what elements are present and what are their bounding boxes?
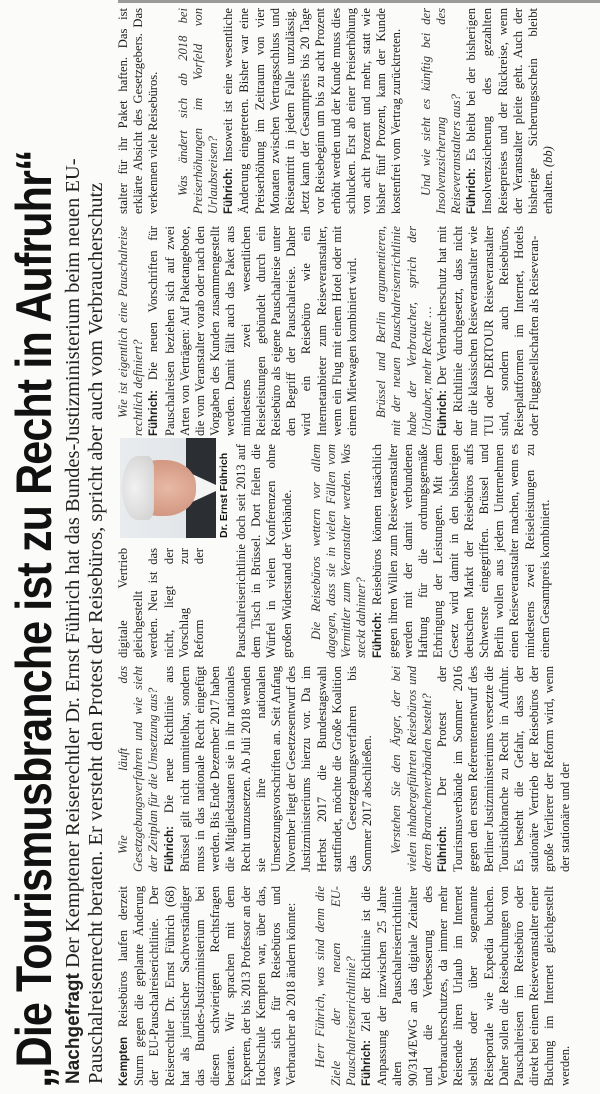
kicker-label: Nachgefragt [63,973,84,1084]
speaker-label: Führich: [437,826,450,872]
subheadline [62,4,108,1084]
author-signature: (bb) [541,146,556,171]
interview-question: Brüssel und Berlin argumentieren, mit der neuen Pauschalreisenrichtlinie habe der Verbraucher, sprich der Urlauber, mehr Rechte … [374,226,434,436]
interview-answer: Führich: Der Verbraucherschutz hat mit der Richtlinie durchgesetzt, dass nicht nur die klassischen Reiseveranstalter wie TUI oder DERTOUR Reiseveranstalter sind, sondern auch Reisebüros, Reiseplattformen im Internet, Hotels oder Fluggesellschaften als Reiseveran- [435,226,542,436]
dateline: Kempten [118,1036,130,1086]
interview-question: Die Reisebüros wettern vor allem dagegen, dass sie in vielen Fällen vom Vermittler zum Veranstalter werden. Was steckt dahinter? [308,444,369,658]
article-column-1 [116,886,596,1086]
speaker-label: Führich: [148,390,161,436]
portrait-photo [120,438,216,538]
interview-question: Was ändert sich ab 2018 bei Preiserhöhungen im Vorfeld von Urlaubsreisen? [175,8,221,214]
speaker-label: Führich: [437,390,450,436]
interview-question: Herr Führich, was sind denn die Ziele der neuen EU-Pauschalreisenrichtlinie? [313,886,358,1086]
article-column-4 [116,226,596,436]
subheadline-text: Der Kemptener Reiserechtler Dr. Ernst Führich hat das Bundes-Justizministerium beim neuen EU-Pauschalreisenrecht beraten. Er versteht den Protest der Reisebüros, spricht aber auch vom Verbraucherschutz [62,158,107,1084]
continued-paragraph: stalter für ihr Paket haften. Das ist erklärte Absicht des Gesetzgebers. Das verkennen viele Reisebüros. [116,8,161,214]
continued-paragraph: digitale Vertrieb gleichgestellt werden. Neu ist das nicht, liegt der Vorschlag zur Reform der Pauschalreiserichtlinie doch seit 2013 auf dem Tisch in Brüssel. Dort fielen die Würfel in vielen Konferenzen ohne großen Widerstand der Verbände. [116,444,294,658]
speaker-label: Führich: [371,612,384,658]
speaker-label: Führich: [223,168,236,214]
interview-answer: Führich: Ziel der Richtlinie ist die Anpassung der inzwischen 25 Jahre alten Pauschalreiserrichtlinie 90/314/EWG an das digitale Zeitalter und die Verbesserung des Verbraucherschutzes, da immer mehr Reisende ihren Urlaub im Internet selbst oder über sogenannte Reiseportale wie Expedia buchen. Daher sollen die Reisebuchungen von Pauschalreisen im Reisebüro oder direkt bei einem Reiseveranstalter einer Buchung im Internet gleichgestellt werden. [359,885,572,1086]
speaker-label: Führich: [361,1040,374,1086]
interview-question: Wie läuft das Gesetzgebungsverfahren und wie sieht der Zeitplan für die Umsetzung aus? [116,666,161,872]
interview-question: Wie ist eigentlich eine Pauschalreise rechtlich definiert? [116,226,146,436]
article-column-2 [116,666,596,872]
lead-paragraph: Kempten Reisebüros laufen derzeit Sturm gegen die geplante Änderung der EU-Pauschalreiserichtlinie. Der Reiserechtler Dr. Ernst Führich (68) hat als juristischer Sachverständiger das Bundes-Justizministerium bei diesen schwierigen Rechtsfragen beraten. Wir sprachen mit dem Experten, der bis 2013 Professor an der Hochschule Kempten war, über das, was sich für Reisebüros und Verbraucher ab 2018 ändern könnte: [116,886,299,1086]
speaker-label: Führich: [466,168,479,214]
speaker-label: Führich: [163,826,176,872]
interview-answer: Führich: Der Protest der Tourismusverbände im Sommer 2016 gegen den ersten Referentenentwurf des Berliner Justizministeriums versetzte die Touristikbranche zu Recht in Aufruhr. Es besteht die Gefahr, dass der stationäre Vertrieb der Reisebüros der große Verlierer der Reform wird, wenn der stationäre und der [435,666,572,872]
interview-question: Und wie sieht es künftig bei der Insolvenzsicherung des Reiseveranstalters aus? [418,8,464,214]
photo-hair [122,456,154,520]
photo-caption: Dr. Ernst Führich [218,452,230,538]
interview-answer: Führich: Insoweit ist eine wesentliche Änderung eingetreten. Bisher war eine Preiserhöhung im Zeitraum von vier Monaten zwischen Vertragsschluss und Reiseantritt in jedem Falle unzulässig. Jetzt kann der Gesamtpreis bis 20 Tage vor Reisebeginn um bis zu acht Prozent erhöht werden und der Kunde muss dies schlucken. Erst ab einer Preiserhöhung von acht Prozent und mehr, statt wie bisher fünf Prozent, kann der Kunde kostenfrei vom Vertrag zurücktreten. [221,8,404,214]
headline: „Die Tourismusbranche ist zu Recht in Aufruhr“ [6,150,62,1088]
article-column-5 [116,8,596,214]
interview-question: Verstehen Sie den Ärger, der bei vielen inhabergeführten Reisebüros und deren Branchenverbänden besteht? [389,666,434,872]
interview-answer: Führich: Die neue Richtlinie aus Brüssel gilt nicht unmittelbar, sondern muss in das nationale Recht eingefügt werden. Bis Ende Dezember 2017 haben die Mitgliedstaaten sie in ihr nationales Recht umzusetzen. Ab Juli 2018 wenden sie ihre nationalen Umsetzungsvorschriften an. Seit Anfang November liegt der Gesetzesentwurf des Justizministeriums hierzu vor. Da im Herbst 2017 die Bundestagswahl stattfindet, möchte die Große Koalition das Gesetzgebungsverfahren bis Sommer 2017 abschließen. [161,666,375,872]
interview-answer: Führich: Die neuen Vorschriften für Pauschalreisen beziehen sich auf zwei Arten von Verträgen: Auf Paketangebote, die vom Veranstalter vorab oder nach den Vorgaben des Kunden zusammengestellt werden. Damit fällt auch das Paket aus mindestens zwei wesentlichen Reiseleistungen gebündelt durch ein Reisebüro als eigene Pauschalreise unter den Begriff der Pauschalreise. Daher wird ein Reisebüro wie ein Internetanbieter zum Reiseveranstalter, wenn ein Flug mit einem Hotel oder mit einem Mietwagen kombiniert wird. [146,226,360,436]
interview-answer: Führich: Es bleibt bei der bisherigen Insolvenzsicherung des gezahlten Reisepreises und der Rückreise, wenn der Veranstalter pleite geht. Auch der bisherige Sicherungsschein bleibt erhalten. (bb) [464,8,556,214]
page-edge-rule [118,0,600,3]
interview-answer: Führich: Reisebüros können tatsächlich gegen ihren Willen zum Reiseveranstalter werden mit der damit verbundenen Haftung für die ordnungsgemäße Erbringung der Leistungen. Mit dem Gesetz wird damit in den bisherigen deutschen Markt der Reisebüros aufs Schwerste eingegriffen. Brüssel und Berlin wollen aus jedem Unternehmen einen Reiseveranstalter machen, wenn es mindestens zwei Reiseleistungen zu einem Gesamtpreis kombiniert. [369,444,552,658]
